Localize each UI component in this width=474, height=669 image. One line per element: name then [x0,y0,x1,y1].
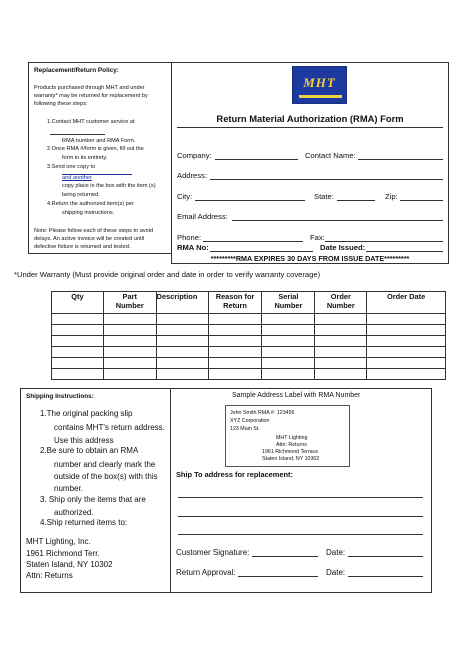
table-cell[interactable] [156,325,208,336]
table-cell[interactable] [52,358,104,369]
table-cell[interactable] [208,347,262,358]
table-cell[interactable] [262,358,315,369]
table-cell[interactable] [103,369,156,380]
state-label: State: [314,192,334,201]
label-from-3: 123 Main St. [230,426,260,432]
shipping-line-6: outside of the box(s) with this [54,472,158,481]
policy-note-1: Note: Please follow each of these steps to avoid [34,228,154,234]
policy-step-2: 2.Once RMA #/form is given, fill out the [47,146,144,152]
email-field[interactable] [232,220,443,221]
customer-signature-label: Customer Signature: [176,548,250,557]
table-cell[interactable] [315,358,367,369]
table-cell[interactable] [367,369,446,380]
policy-note-3: defective fixture is returned and tested. [34,244,131,250]
header-description [156,292,208,314]
policy-step-4: 4.Return the authorized item(s) per [47,201,134,207]
table-cell[interactable] [156,358,208,369]
policy-step-3: 3.Send one copy to [47,164,96,170]
header-order-date [367,292,446,314]
rma-no-label: RMA No: [177,243,209,252]
shipping-title: Shipping Instructions: [26,393,94,400]
policy-step-4b: shipping instructions. [62,210,115,216]
table-cell[interactable] [367,336,446,347]
state-field[interactable] [337,200,375,201]
shipping-line-1: 1.The original packing slip [40,409,133,418]
table-cell[interactable] [52,325,104,336]
table-cell[interactable] [315,347,367,358]
header-part-line2: Number [115,300,144,310]
table-cell[interactable] [367,325,446,336]
zip-field[interactable] [400,200,443,201]
return-approval-field[interactable] [238,576,318,577]
date-issued-field[interactable] [366,251,443,252]
header-part-line1: Part [122,292,137,301]
rma-expires-notice: *********RMA EXPIRES 30 DAYS FROM ISSUE DATE********* [210,254,410,263]
table-cell[interactable] [52,347,104,358]
header-reason-line1: Reason for [215,292,255,301]
table-cell[interactable] [208,358,262,369]
label-to-3: 1961 Richmond Terrace [262,449,319,455]
table-cell[interactable] [367,358,446,369]
city-field[interactable] [195,200,305,201]
table-cell[interactable] [262,336,315,347]
return-address-3: Staten Island, NY 10302 [26,560,113,569]
phone-label: Phone: [177,233,202,242]
email-label: Email Address: [177,212,228,221]
header-description-text: Description [156,292,198,301]
table-cell[interactable] [156,314,208,325]
form-title: Return Material Authorization (RMA) Form [216,113,404,124]
table-cell[interactable] [103,358,156,369]
fax-field[interactable] [325,241,443,242]
company-label: Company: [177,151,212,160]
table-cell[interactable] [52,369,104,380]
approval-date-field[interactable] [348,576,423,577]
policy-step-3b: and another [62,175,92,181]
header-part-number [103,292,156,314]
shipping-line-5: number and clearly mark the [54,460,156,469]
policy-step-1b: RMA number and RMA Form. [62,138,136,144]
policy-step-3c: copy place in the box with the item (s) [62,183,156,189]
table-cell[interactable] [156,336,208,347]
table-cell[interactable] [208,314,262,325]
contact-field[interactable] [358,159,443,160]
logo-text: MHT [303,75,336,90]
address-field[interactable] [210,179,443,180]
return-address-4: Attn: Returns [26,571,73,580]
table-header-row [52,292,446,314]
table-cell[interactable] [262,369,315,380]
return-address-1: MHT Lighting, Inc. [26,537,91,546]
warranty-note: *Under Warranty (Must provide original order and date in order to verify warranty coverage) [14,270,321,279]
table-cell[interactable] [103,347,156,358]
table-row [52,336,446,347]
policy-step-2b: form in its entirety. [62,155,108,161]
date-issued-label: Date Issued: [320,243,366,252]
ship-to-line-2[interactable] [178,516,423,517]
logo-strip [299,95,342,98]
table-row [52,347,446,358]
table-cell[interactable] [208,336,262,347]
address-label: Address: [177,171,207,180]
title-rule [177,127,443,128]
table-cell[interactable] [367,347,446,358]
table-cell[interactable] [156,347,208,358]
table-cell[interactable] [315,369,367,380]
policy-step-1: 1.Contact MHT customer service at [47,119,135,125]
table-cell[interactable] [208,325,262,336]
policy-step-3d: being returned. [62,192,100,198]
header-order-number [315,292,367,314]
table-cell[interactable] [103,325,156,336]
approval-date-label: Date: [326,568,346,577]
policy-intro-1: Products purchased through MHT and under [34,85,145,91]
policy-title: Replacement/Return Policy: [34,67,119,74]
return-items-table [51,291,446,380]
customer-signature-field[interactable] [252,556,318,557]
header-reason [208,292,262,314]
header-order-line1: Order [330,292,351,301]
shipping-line-7: number. [54,484,83,493]
table-row [52,325,446,336]
label-from-1: John Smith RMA #: 123456 [230,410,295,416]
shipping-line-9: authorized. [54,508,94,517]
ship-to-line-3[interactable] [178,534,423,535]
table-row [52,369,446,380]
table-cell[interactable] [52,336,104,347]
header-serial-line1: Serial [278,292,299,301]
table-row [52,358,446,369]
header-order-line2: Number [326,300,355,310]
phone-field[interactable] [203,241,303,242]
company-field[interactable] [215,159,298,160]
sample-label-title: Sample Address Label with RMA Number [232,392,361,399]
header-serial-number [262,292,315,314]
label-to-4: Staten Island, NY 10302 [262,456,320,462]
ship-to-line-1[interactable] [178,497,423,498]
city-label: City: [177,192,193,201]
policy-intro-2: warranty* may be returned for replacement by [34,93,148,99]
phone-blank [50,134,105,135]
return-address-2: 1961 Richmond Terr. [26,549,100,558]
label-to-2: Attn: Returns [276,442,307,448]
policy-note-2: delays. An active invoice will be created until [34,236,145,242]
return-approval-label: Return Approval: [176,568,236,577]
table-cell[interactable] [315,314,367,325]
shipping-line-3: Use this address [54,436,114,445]
ship-to-title: Ship To address for replacement: [176,470,293,479]
table-body [52,314,446,380]
table-cell[interactable] [262,325,315,336]
table-cell[interactable] [315,325,367,336]
shipping-line-10: 4.Ship returned items to: [40,518,128,527]
table-cell[interactable] [156,369,208,380]
table-cell[interactable] [103,336,156,347]
header-qty-text: Qty [71,292,84,301]
table-cell[interactable] [208,369,262,380]
contact-label: Contact Name: [305,151,356,160]
rma-no-field[interactable] [210,251,313,252]
header-order-date-text: Order Date [387,292,426,301]
policy-intro-3: following these steps: [34,101,88,107]
label-to-1: MHT Lighting [276,435,308,441]
signature-date-field[interactable] [348,556,423,557]
table-cell[interactable] [262,347,315,358]
shipping-line-4: 2.Be sure to obtain an RMA [40,446,139,455]
header-qty [52,292,104,314]
table-cell[interactable] [367,314,446,325]
shipping-line-8: 3. Ship only the items that are [40,495,146,504]
header-serial-line2: Number [274,300,303,310]
fax-label: Fax: [310,233,325,242]
table-cell[interactable] [103,314,156,325]
signature-date-label: Date: [326,548,346,557]
zip-label: Zip: [385,192,398,201]
shipping-line-2: contains MHT's return address. [54,423,165,432]
table-row [52,314,446,325]
table-cell[interactable] [262,314,315,325]
table-cell[interactable] [315,336,367,347]
mht-logo [292,66,347,104]
label-from-2: XYZ Corporation [230,418,270,424]
table-cell[interactable] [52,314,104,325]
header-reason-line2: Return [223,300,247,310]
